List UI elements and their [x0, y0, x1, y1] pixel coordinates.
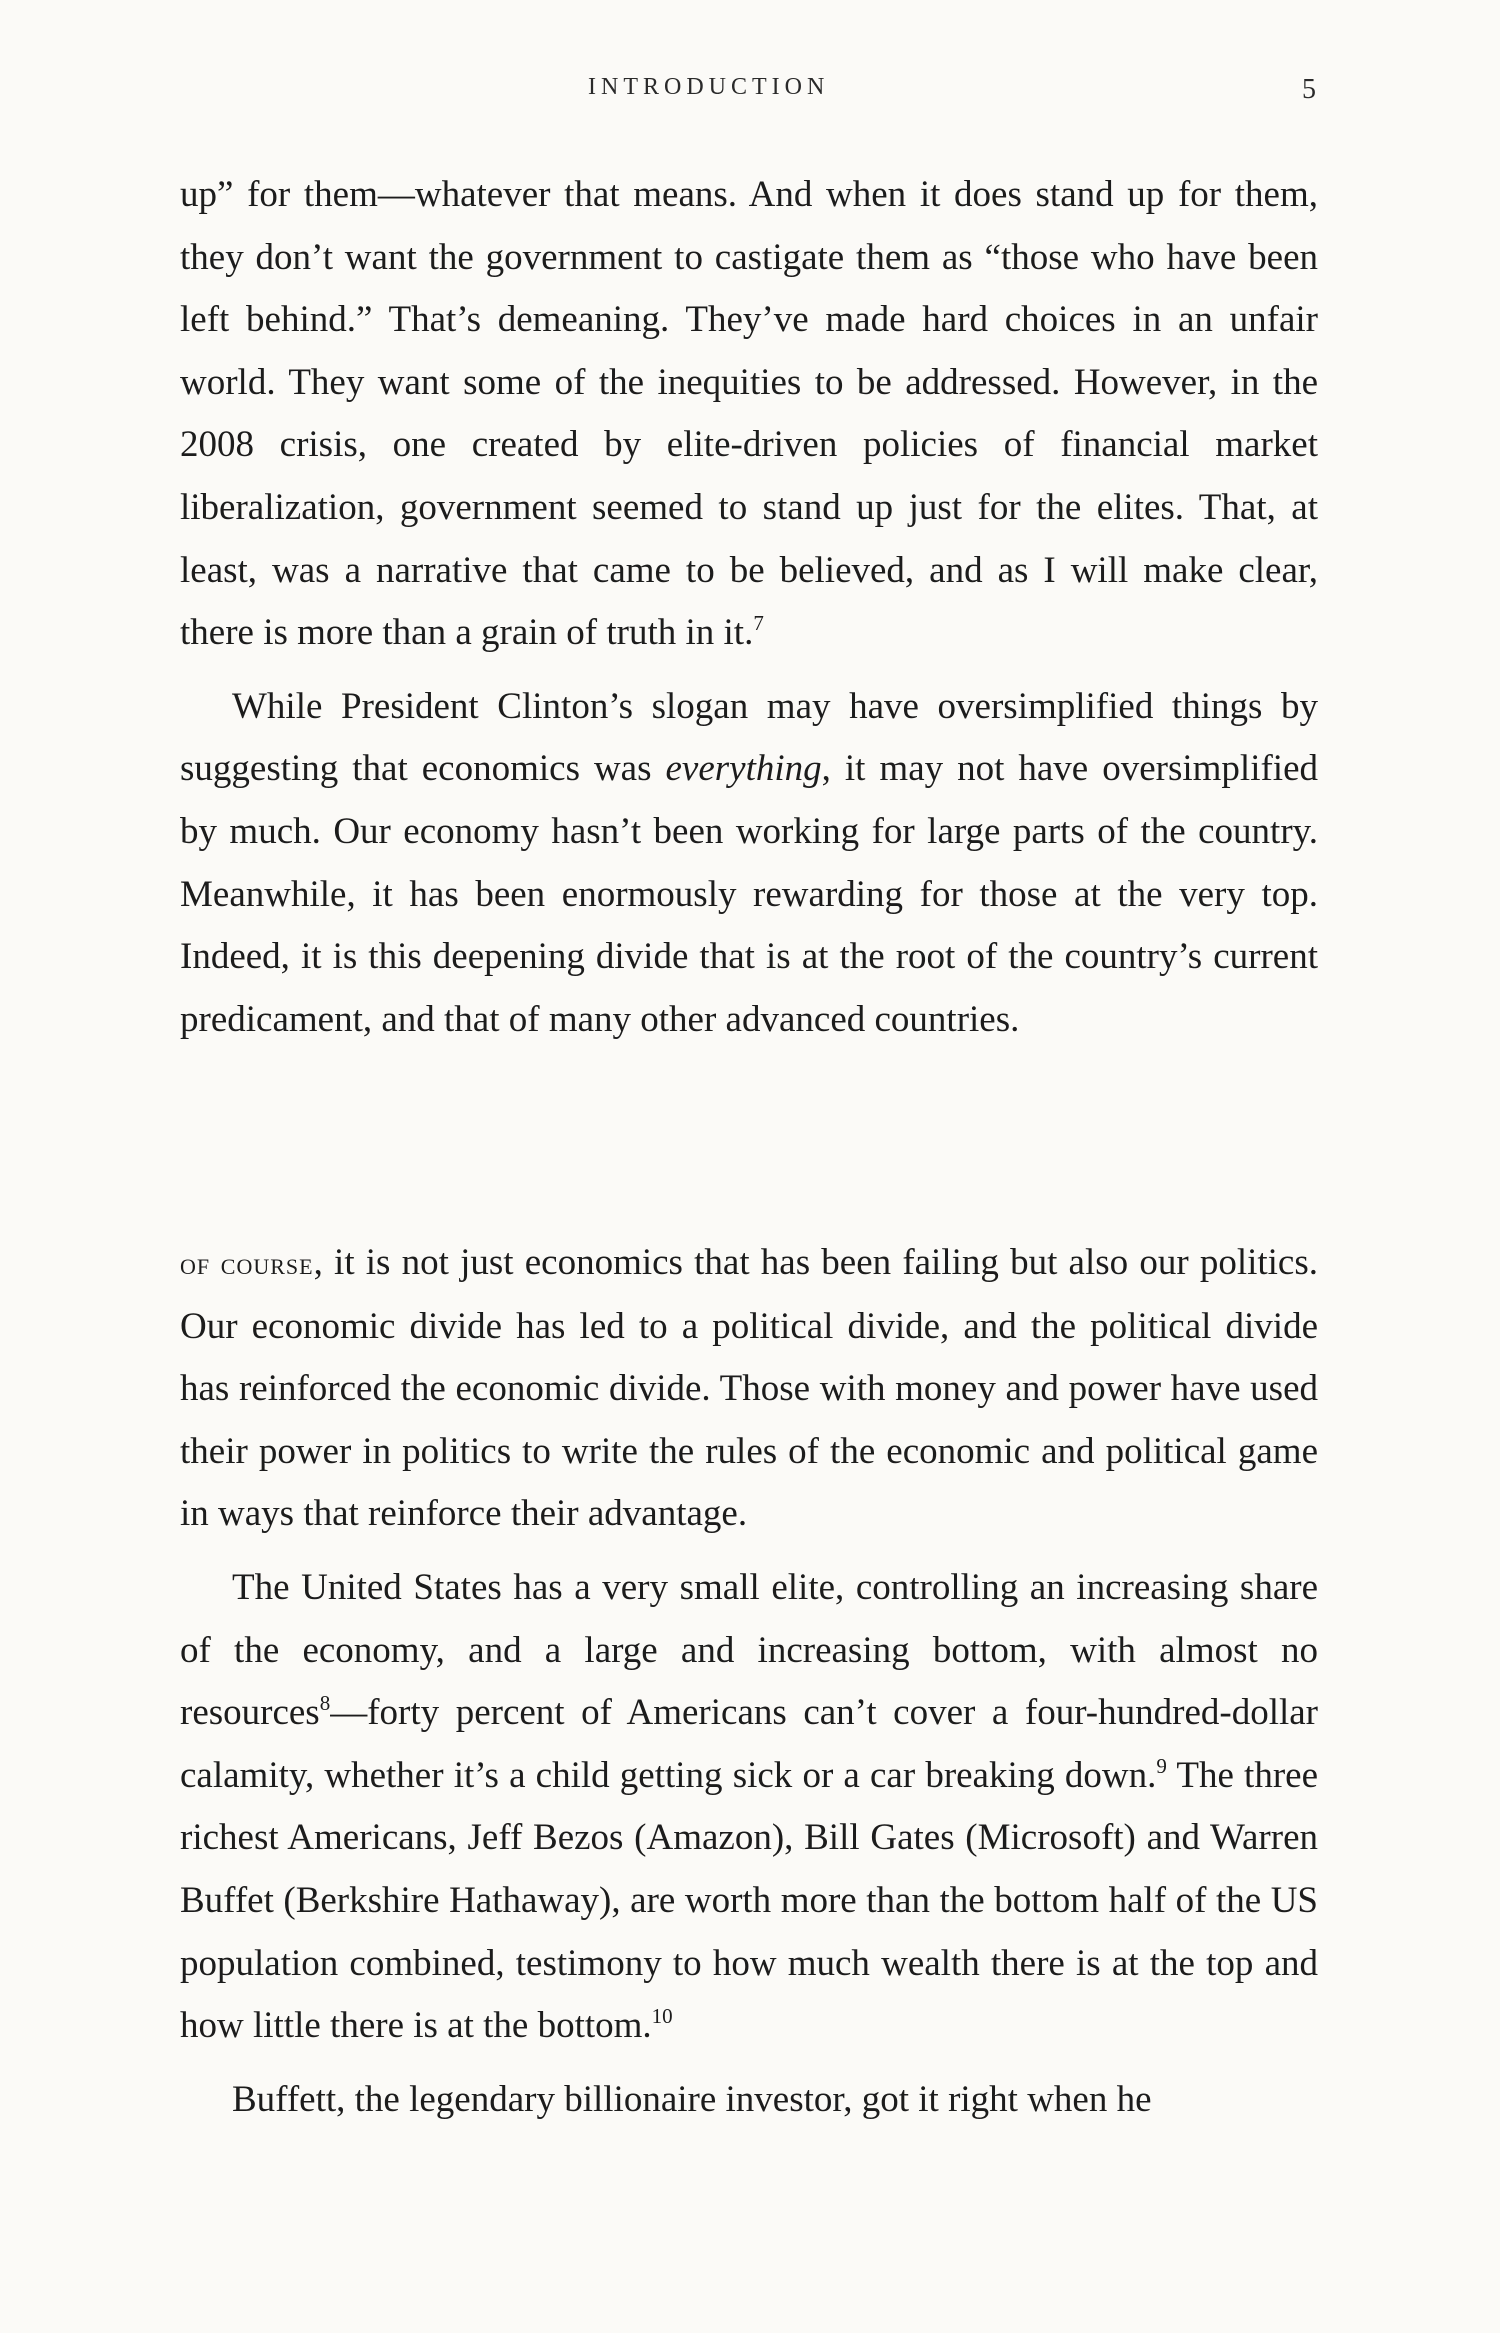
footnote-ref: 10	[651, 2004, 673, 2029]
running-head-title: INTRODUCTION	[588, 74, 830, 100]
footnote-ref: 8	[319, 1691, 331, 1716]
paragraph-text: —forty percent of Americans can’t cover a four-hundred-dollar calamity, whether it’s a child getting sick or a car breaking down.	[180, 1692, 1318, 1796]
paragraph-text: Buffett, the legendary billionaire investor, got it right when he	[232, 2078, 1152, 2120]
paragraph-text: up” for them—whatever that means. And when it does stand up for them, they don’t want the government to castigate them as “those who have been left behind.” That’s demeaning. They’ve made hard choices in an unfair world. They want some of the inequities to be addressed. However, in the 2008 crisis, one created by elite-driven policies of financial market liberalization, government seemed to stand up just for the elites. That, at least, was a narrative that came to be believed, and as I will make clear, there is more than a grain of truth in it.	[180, 174, 1318, 654]
emphasis-text: everything	[665, 748, 822, 790]
paragraph-text: While President Clinton’s slogan may have oversimplified things by suggesting that economics was	[180, 685, 1318, 790]
paragraph	[180, 1557, 1318, 2058]
running-head	[0, 74, 1500, 114]
paragraph-continued	[180, 164, 1318, 665]
section-opening-paragraph	[180, 1232, 1318, 1546]
paragraph-text: , it is not just economics that has been failing but also our politics. Our economic divide has led to a political divide, and the political divide has reinforced the economic divide. Those with money and power have used their power in politics to write the rules of the economic and political game in ways that reinforce their advantage.	[180, 1242, 1319, 1535]
paragraph-text: , it may not have oversimplified by much. Our economy hasn’t been working for large parts of the country. Meanwhile, it has been enormously rewarding for those at the very top. Indeed, it is this deepening divide that is at the root of the country’s current predicament, and that of many other advanced countries.	[180, 748, 1319, 1040]
paragraph-text: The United States has a very small elite, controlling an increasing share of the economy, and a large and increasing bottom, with almost no resources	[180, 1566, 1318, 1734]
footnote-ref: 9	[1156, 1753, 1167, 1778]
paragraph-continues	[180, 2069, 1318, 2132]
text-block-bottom	[180, 1232, 1318, 2131]
paragraph	[180, 676, 1318, 1052]
small-caps-lead-in: of course	[180, 1246, 314, 1281]
page-number: 5	[1302, 74, 1316, 105]
footnote-ref: 7	[753, 611, 764, 636]
paragraph-text: The three richest Americans, Jeff Bezos (Amazon), Bill Gates (Microsoft) and Warren Buffet (Berkshire Hathaway), are worth more than the bottom half of the US population combined, testimony to how much wealth there is at the top and how little there is at the bottom.	[180, 1754, 1318, 2047]
text-block-top	[180, 164, 1318, 1051]
